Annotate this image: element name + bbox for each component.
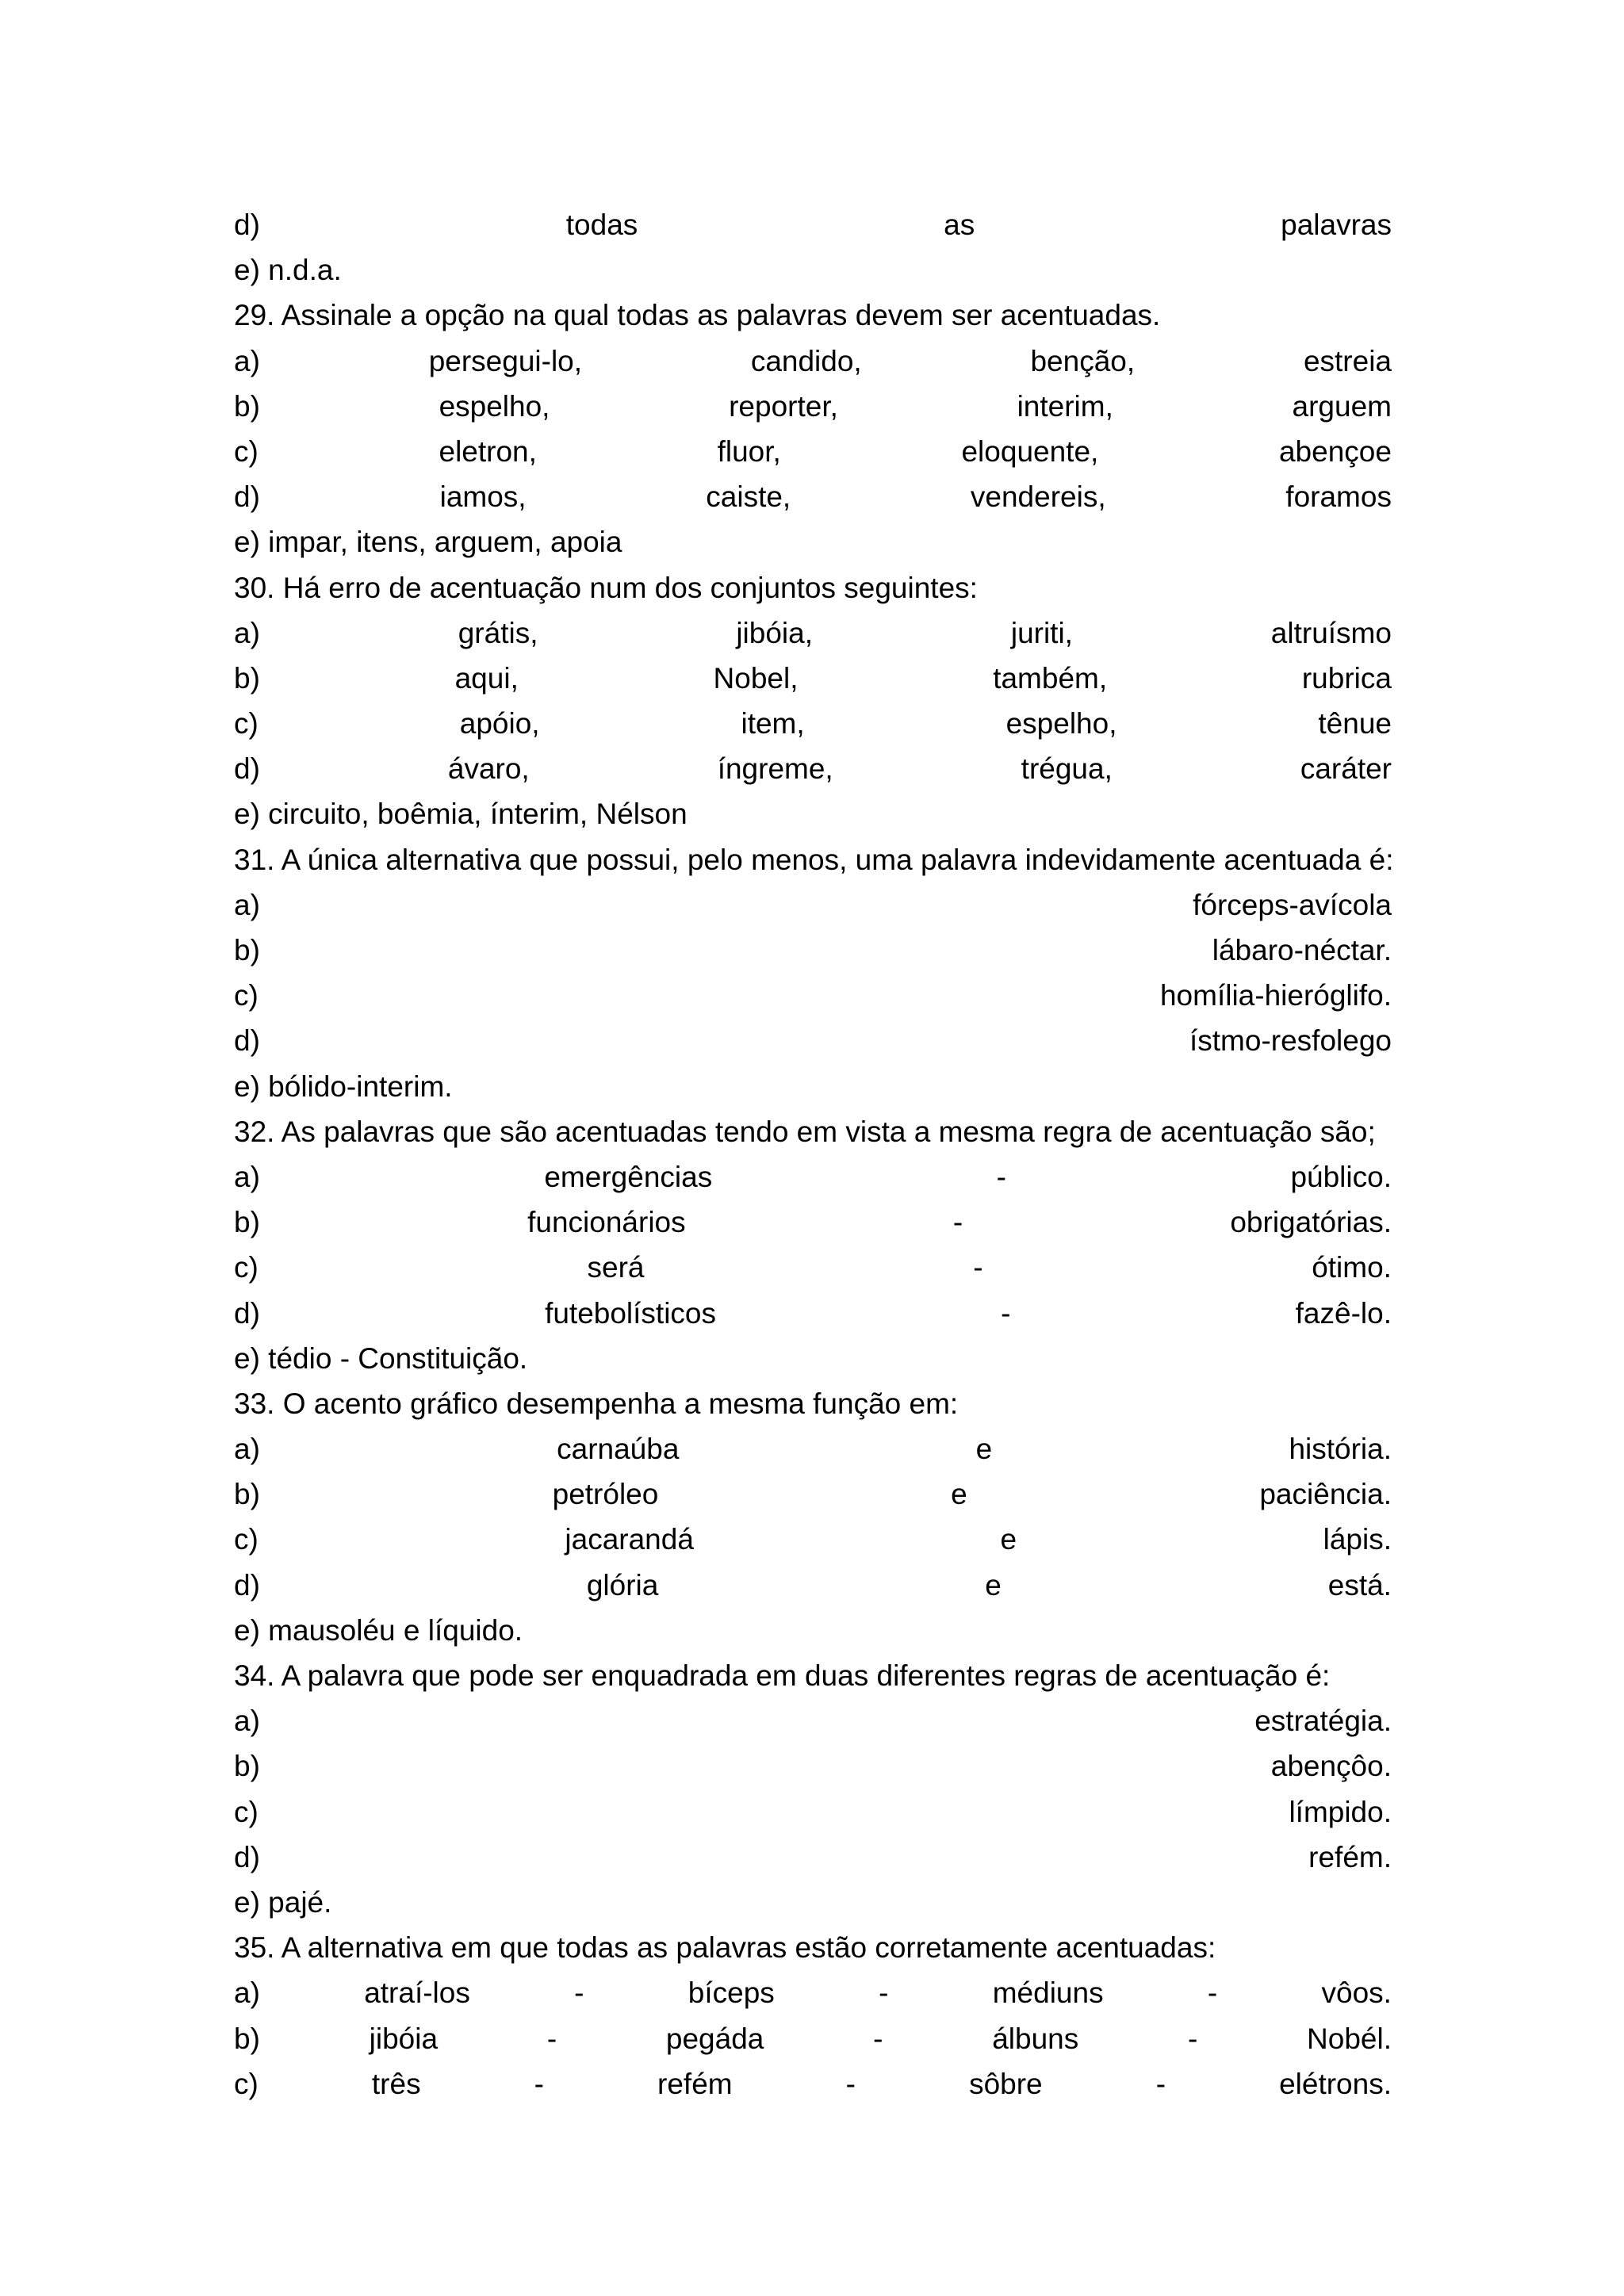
option-line — [234, 429, 1392, 474]
option-line — [234, 1563, 1392, 1608]
option-word: espelho, — [439, 389, 550, 423]
text-line: 29. Assinale a opção na qual todas as palavras devem ser acentuadas. — [234, 299, 1161, 332]
option-label: a) — [234, 1160, 260, 1193]
option-word: abençoe — [1278, 434, 1392, 468]
option-word: jibóia, — [736, 616, 814, 649]
option-line — [234, 339, 1392, 384]
option-word: fórceps-avícola — [1193, 888, 1392, 921]
option-line — [234, 1018, 1392, 1063]
option-word: - — [1207, 1976, 1218, 2010]
option-label: a) — [234, 1433, 260, 1466]
option-label: d) — [234, 1840, 260, 1873]
option-word: história. — [1289, 1433, 1392, 1466]
option-line — [234, 1426, 1392, 1471]
option-word: foramos — [1285, 480, 1392, 514]
option-line — [234, 610, 1392, 656]
option-word: futebolísticos — [545, 1296, 717, 1330]
option-label: c) — [234, 1523, 259, 1556]
option-label: b) — [234, 1478, 260, 1511]
option-label: a) — [234, 616, 260, 649]
option-word: lápis. — [1323, 1523, 1392, 1556]
option-line — [234, 928, 1392, 973]
option-word: Nobel, — [713, 661, 799, 695]
option-word: - — [1187, 2022, 1198, 2055]
option-word: caráter — [1300, 752, 1392, 786]
text-line: 30. Há erro de acentuação num dos conjuntos seguintes: — [234, 571, 978, 604]
option-label: b) — [234, 1750, 260, 1783]
option-line — [234, 656, 1392, 701]
option-word: também, — [993, 661, 1108, 695]
option-word: será — [587, 1251, 645, 1284]
option-word: candido, — [750, 344, 862, 377]
option-line — [234, 1970, 1392, 2015]
option-label: c) — [234, 2067, 259, 2100]
text-line: e) n.d.a. — [234, 254, 342, 287]
option-word: benção, — [1030, 344, 1136, 377]
option-label: a) — [234, 1705, 260, 1738]
option-word: íngreme, — [717, 752, 833, 786]
text-line: e) tédio - Constituição. — [234, 1341, 528, 1375]
document-body — [234, 202, 1392, 2107]
option-label: d) — [234, 209, 260, 241]
option-word: estratégia. — [1254, 1705, 1392, 1738]
option-word: - — [996, 1160, 1006, 1193]
option-line — [234, 746, 1392, 791]
option-word: abençôo. — [1270, 1750, 1392, 1783]
option-line — [234, 1154, 1392, 1200]
option-line — [234, 1291, 1392, 1336]
option-line — [234, 1471, 1392, 1517]
option-word: rubrica — [1301, 661, 1392, 695]
option-word: grátis, — [458, 616, 538, 649]
option-label: b) — [234, 389, 260, 423]
option-label: a) — [234, 888, 260, 921]
option-label: d) — [234, 1568, 260, 1601]
option-word: límpido. — [1289, 1795, 1392, 1828]
option-word: palavras — [1281, 209, 1392, 241]
option-word: e — [951, 1478, 967, 1511]
option-label: b) — [234, 1206, 260, 1239]
option-label: d) — [234, 752, 260, 786]
option-word: vôos. — [1321, 1976, 1392, 2010]
text-line: 35. A alternativa em que todas as palavras estão corretamente acentuadas: — [234, 1931, 1216, 1965]
option-line — [234, 2016, 1392, 2061]
option-word: estreia — [1303, 344, 1392, 377]
option-word: álbuns — [992, 2022, 1079, 2055]
option-label: b) — [234, 661, 260, 695]
option-word: ístmo-resfolego — [1189, 1024, 1392, 1058]
option-line — [234, 1698, 1392, 1743]
text-line: 31. A única alternativa que possui, pelo menos, uma palavra indevidamente acentuada é: — [234, 843, 1394, 876]
option-word: jacarandá — [565, 1523, 694, 1556]
option-word: fazê-lo. — [1295, 1296, 1392, 1330]
option-word: petróleo — [552, 1478, 659, 1511]
option-word: está. — [1327, 1568, 1392, 1601]
text-line: 34. A palavra que pode ser enquadrada em duas diferentes regras de acentuação é: — [234, 1659, 1331, 1692]
option-label: c) — [234, 1795, 259, 1828]
option-word: - — [546, 2022, 557, 2055]
option-line — [234, 1200, 1392, 1245]
option-label: a) — [234, 1976, 260, 2010]
option-word: bíceps — [688, 1976, 775, 2010]
option-word: aqui, — [454, 661, 519, 695]
option-word: eloquente, — [961, 434, 1099, 468]
option-word: refém. — [1308, 1840, 1392, 1873]
option-word: pegáda — [665, 2022, 764, 2055]
option-word: - — [873, 2022, 883, 2055]
option-word: reporter, — [729, 389, 838, 423]
option-label: b) — [234, 934, 260, 966]
option-word: - — [952, 1206, 963, 1239]
text-line: 32. As palavras que são acentuadas tendo em vista a mesma regra de acentuação são; — [234, 1115, 1376, 1148]
option-word: caiste, — [706, 480, 791, 514]
option-line — [234, 1835, 1392, 1880]
option-word: persegui-lo, — [428, 344, 583, 377]
option-line — [234, 474, 1392, 519]
option-label: c) — [234, 1251, 259, 1284]
option-line — [234, 1245, 1392, 1290]
option-label: d) — [234, 1296, 260, 1330]
option-line — [234, 384, 1392, 429]
option-word: elétrons. — [1279, 2067, 1392, 2100]
option-word: homília-hieróglifo. — [1159, 979, 1392, 1012]
option-word: eletron, — [439, 434, 537, 468]
text-line: e) circuito, boêmia, ínterim, Nélson — [234, 798, 688, 831]
option-word: - — [845, 2067, 856, 2100]
option-word: - — [1155, 2067, 1166, 2100]
text-line: e) mausoléu e líquido. — [234, 1613, 523, 1647]
option-word: trégua, — [1021, 752, 1113, 786]
option-word: ávaro, — [447, 752, 530, 786]
option-label: c) — [234, 707, 259, 740]
option-word: obrigatórias. — [1230, 1206, 1392, 1239]
option-label: a) — [234, 344, 260, 377]
option-word: - — [879, 1976, 889, 2010]
option-line — [234, 202, 1392, 247]
option-line — [234, 2061, 1392, 2107]
option-label: d) — [234, 1024, 260, 1058]
option-word: juriti, — [1010, 616, 1073, 649]
option-word: e — [975, 1433, 993, 1466]
text-line: e) bólido-interim. — [234, 1070, 453, 1103]
option-word: todas — [565, 209, 638, 241]
option-word: atraí-los — [364, 1976, 470, 2010]
option-word: e — [1000, 1523, 1017, 1556]
option-word: fluor, — [717, 434, 781, 468]
option-word: vendereis, — [970, 480, 1106, 514]
option-word: público. — [1290, 1160, 1392, 1193]
option-word: - — [574, 1976, 584, 2010]
option-word: ótimo. — [1312, 1251, 1392, 1284]
option-word: lábaro-néctar. — [1212, 934, 1392, 966]
option-line — [234, 973, 1392, 1018]
option-word: glória — [586, 1568, 659, 1601]
option-word: médiuns — [992, 1976, 1104, 2010]
option-word: as — [944, 209, 975, 241]
option-word: emergências — [544, 1160, 713, 1193]
option-word: altruísmo — [1270, 616, 1392, 649]
option-word: paciência. — [1259, 1478, 1392, 1511]
option-label: c) — [234, 979, 259, 1012]
option-word: - — [973, 1251, 983, 1284]
option-line — [234, 882, 1392, 928]
option-word: espelho, — [1005, 707, 1117, 740]
option-word: interim, — [1017, 389, 1113, 423]
option-word: - — [534, 2067, 544, 2100]
option-label: d) — [234, 480, 260, 514]
option-word: tênue — [1318, 707, 1392, 740]
option-line — [234, 701, 1392, 746]
option-line — [234, 1743, 1392, 1789]
option-label: b) — [234, 2022, 260, 2055]
option-line — [234, 1789, 1392, 1835]
option-label: c) — [234, 434, 259, 468]
option-word: item, — [741, 707, 805, 740]
option-word: jibóia — [369, 2022, 439, 2055]
option-word: sôbre — [969, 2067, 1043, 2100]
option-word: arguem — [1292, 389, 1392, 423]
option-word: Nobél. — [1307, 2022, 1392, 2055]
option-word: carnaúba — [557, 1433, 680, 1466]
option-word: refém — [657, 2067, 733, 2100]
option-word: e — [985, 1568, 1002, 1601]
option-line — [234, 1517, 1392, 1562]
option-word: três — [371, 2067, 421, 2100]
text-line: e) pajé. — [234, 1885, 332, 1919]
text-line: 33. O acento gráfico desempenha a mesma função em: — [234, 1387, 959, 1420]
option-word: - — [1001, 1296, 1011, 1330]
option-word: apóio, — [459, 707, 540, 740]
text-line: e) impar, itens, arguem, apoia — [234, 526, 622, 559]
option-word: iamos, — [439, 480, 527, 514]
option-word: funcionários — [527, 1206, 686, 1239]
